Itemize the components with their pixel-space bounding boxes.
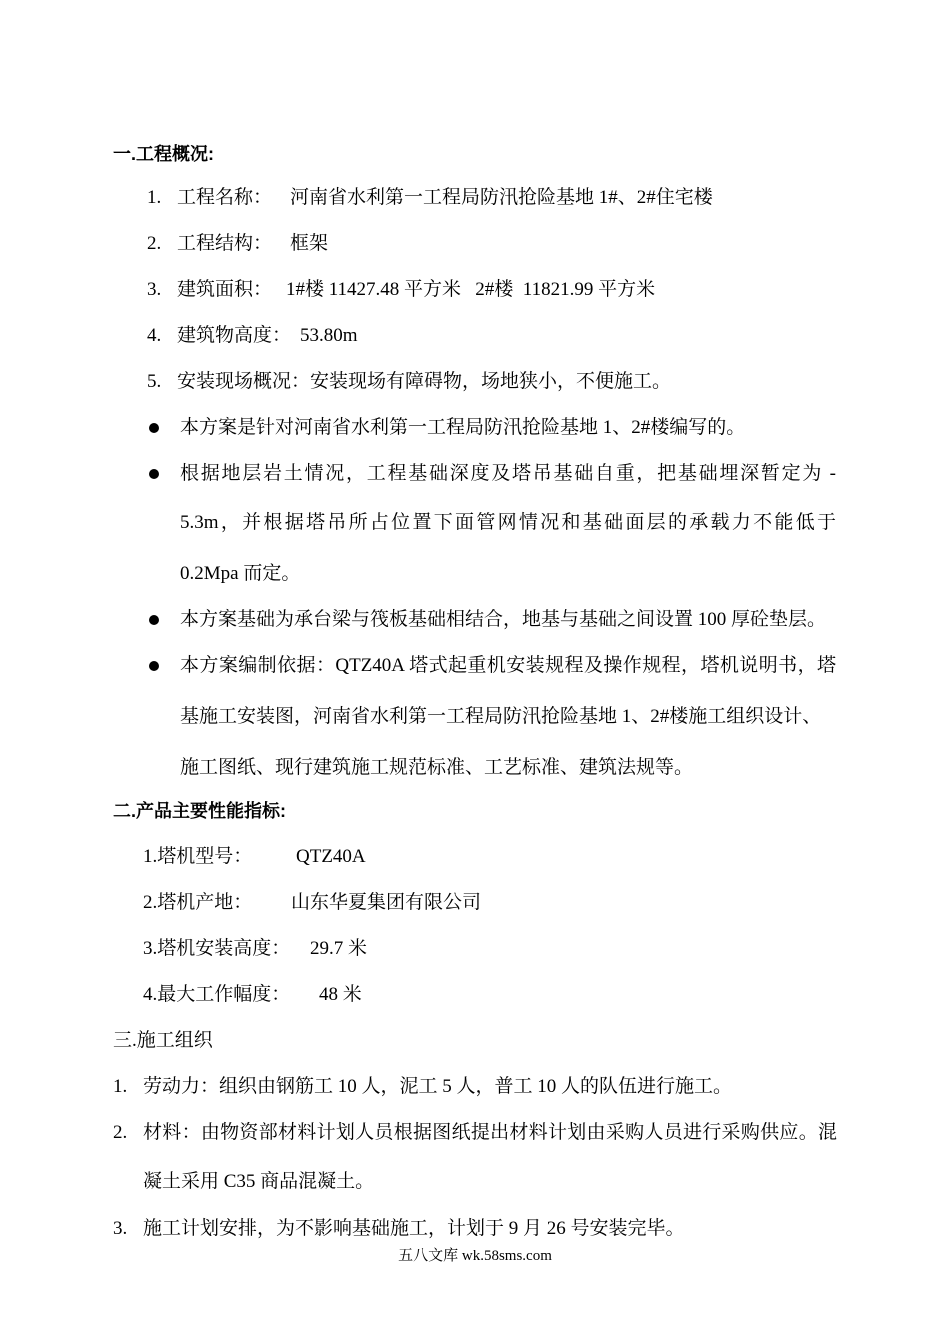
bullet-text: 0.2Mpa 而定。: [180, 563, 301, 584]
spec-value: 29.7 米: [310, 938, 368, 959]
item-value: 框架: [290, 233, 329, 254]
item-label: 工程结构：: [177, 233, 273, 254]
item-label: 安装现场概况：: [177, 371, 311, 392]
section-3-title: 三.施工组织: [113, 1030, 213, 1051]
item-number: 1.: [113, 1076, 128, 1097]
item-number: 4.: [147, 325, 162, 346]
bullet-text: 本方案编制依据：QTZ40A 塔式起重机安装规程及操作规程，塔机说明书，塔: [180, 655, 836, 676]
item-text: 劳动力：组织由钢筋工 10 人，泥工 5 人，普工 10 人的队伍进行施工。: [143, 1076, 733, 1097]
spec-label: 3.塔机安装高度：: [143, 938, 291, 959]
section-2-title: 二.产品主要性能指标:: [113, 801, 286, 821]
spec-value: QTZ40A: [296, 846, 366, 867]
item-value: 安装现场有障碍物，场地狭小，不便施工。: [310, 371, 672, 392]
spec-label: 1.塔机型号：: [143, 846, 253, 867]
item-number: 3.: [113, 1218, 128, 1239]
item-number: 5.: [147, 371, 162, 392]
bullet-text: 基施工安装图，河南省水利第一工程局防汛抢险基地 1、2#楼施工组织设计、: [180, 706, 822, 727]
spec-label: 4.最大工作幅度：: [143, 984, 291, 1005]
item-text: 施工计划安排，为不影响基础施工，计划于 9 月 26 号安装完毕。: [143, 1218, 685, 1239]
item-label: 建筑物高度：: [177, 325, 292, 346]
bullet-icon: [149, 469, 159, 479]
spec-value: 山东华夏集团有限公司: [291, 892, 482, 913]
item-value: 1#楼 11427.48 平方米 2#楼 11821.99 平方米: [286, 279, 656, 300]
item-number: 3.: [147, 279, 162, 300]
bullet-icon: [149, 615, 159, 625]
item-text: 凝土采用 C35 商品混凝土。: [143, 1171, 375, 1192]
bullet-icon: [149, 423, 159, 433]
item-number: 2.: [147, 233, 162, 254]
bullet-text: 根据地层岩土情况，工程基础深度及塔吊基础自重，把基础埋深暂定为 -: [180, 463, 836, 484]
item-value: 河南省水利第一工程局防汛抢险基地 1#、2#住宅楼: [290, 187, 713, 208]
spec-value: 48 米: [319, 984, 362, 1005]
spec-label: 2.塔机产地：: [143, 892, 253, 913]
bullet-text: 本方案基础为承台梁与筏板基础相结合，地基与基础之间设置 100 厚砼垫层。: [180, 609, 827, 630]
section-1-title: 一.工程概况:: [113, 144, 214, 164]
bullet-icon: [149, 661, 159, 671]
bullet-text: 5.3m，并根据塔吊所占位置下面管网情况和基础面层的承载力不能低于: [180, 512, 836, 533]
page-footer: 五八文库 wk.58sms.com: [398, 1248, 552, 1264]
item-label: 工程名称：: [177, 187, 273, 208]
bullet-text: 本方案是针对河南省水利第一工程局防汛抢险基地 1、2#楼编写的。: [180, 417, 746, 438]
item-number: 1.: [147, 187, 162, 208]
bullet-text: 施工图纸、现行建筑施工规范标准、工艺标准、建筑法规等。: [180, 757, 694, 778]
item-value: 53.80m: [300, 325, 358, 346]
item-text: 材料：由物资部材料计划人员根据图纸提出材料计划由采购人员进行采购供应。混: [143, 1122, 837, 1143]
item-number: 2.: [113, 1122, 128, 1143]
item-label: 建筑面积：: [177, 279, 273, 300]
